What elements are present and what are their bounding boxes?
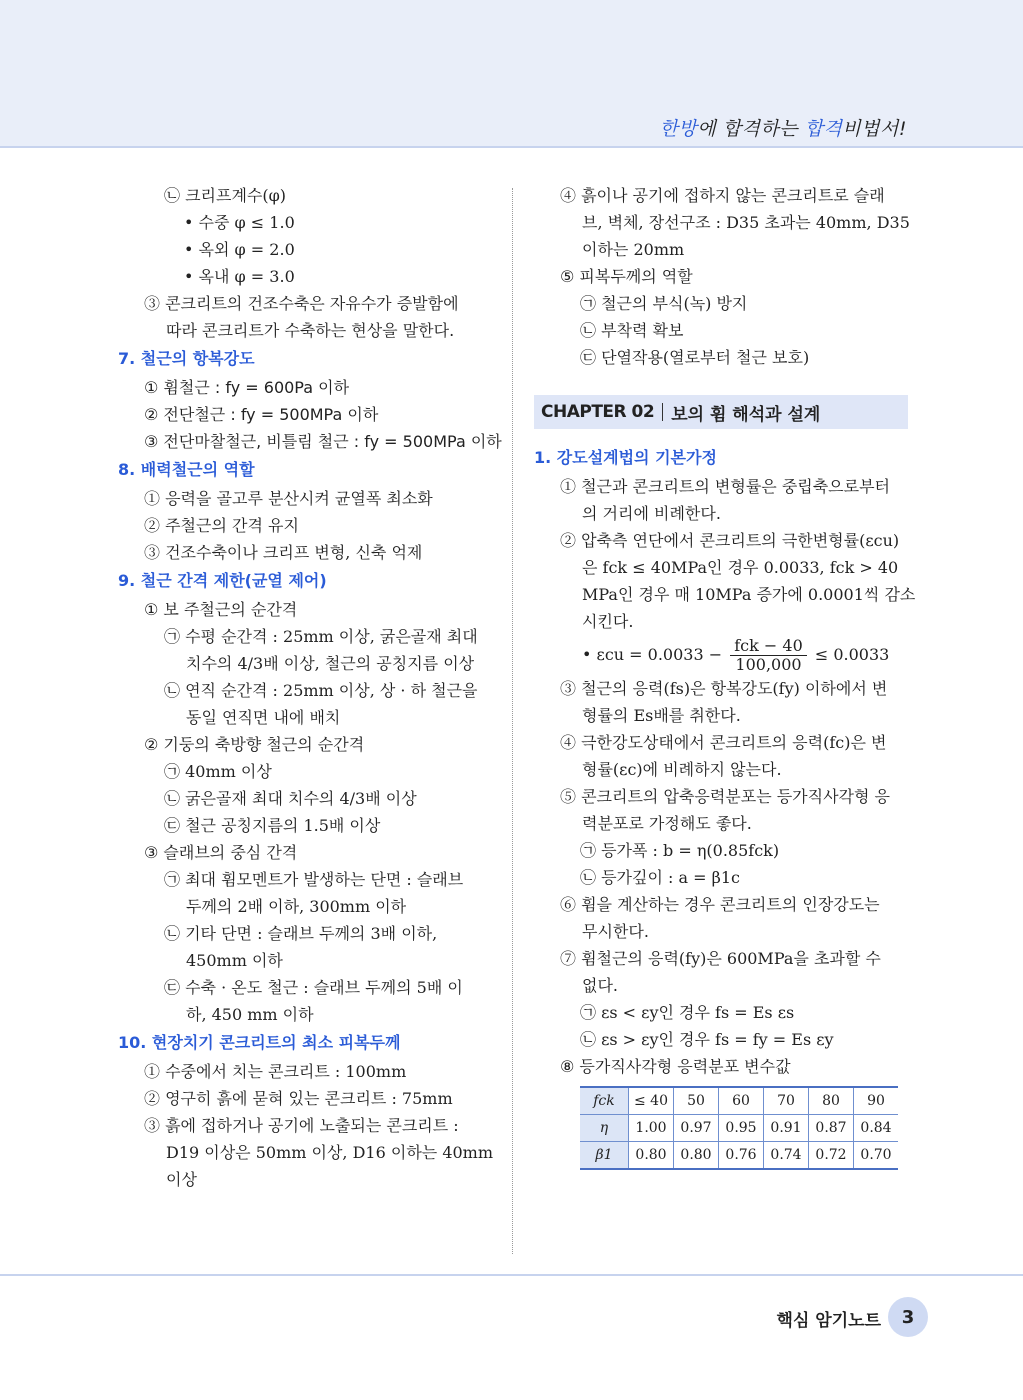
text-line: 력분포로 가정해도 좋다. <box>582 814 752 833</box>
text-line: • 수중 φ ≤ 1.0 <box>184 213 295 232</box>
text-line: ③ 전단마찰철근, 비틀림 철근 : fy = 500MPa 이하 <box>144 432 502 451</box>
text-line: ① 응력을 골고루 분산시켜 균열폭 최소화 <box>144 489 433 508</box>
text-line: 브, 벽체, 장선구조 : D35 초과는 40mm, D35 <box>582 213 910 232</box>
text-line: 은 fck ≤ 40MPa인 경우 0.0033, fck > 40 <box>582 558 899 577</box>
slogan-part: 한방 <box>659 118 698 140</box>
text-line: ㉠ εs < εy인 경우 fs = Es εs <box>580 1003 795 1022</box>
text-line: 무시한다. <box>582 922 649 941</box>
formula-numerator: fck − 40 <box>730 637 807 656</box>
text-line: ① 휨철근 : fy = 600Pa 이하 <box>144 378 350 397</box>
text-line: ② 전단철근 : fy = 500MPa 이하 <box>144 405 379 424</box>
text-line: ⑤ 피복두께의 역할 <box>560 267 693 286</box>
text-line: ① 수중에서 치는 콘크리트 : 100mm <box>144 1062 407 1081</box>
table-row <box>580 1142 898 1170</box>
formula-lhs: • εcu = 0.0033 − <box>582 645 723 664</box>
text-line: 두께의 2배 이하, 300mm 이하 <box>186 897 407 916</box>
text-line: 따라 콘크리트가 수축하는 현상을 말한다. <box>166 321 455 340</box>
table-cell: 70 <box>764 1087 809 1115</box>
chapter-number: CHAPTER 02 <box>541 402 655 422</box>
text-line: ㉠ 최대 휨모멘트가 발생하는 단면 : 슬래브 <box>164 870 464 889</box>
text-line: 하, 450 mm 이하 <box>186 1005 314 1024</box>
right-column <box>534 182 916 1170</box>
text-line: ② 압축측 연단에서 콘크리트의 극한변형률(εcu) <box>560 531 900 550</box>
table-cell: 0.80 <box>629 1142 674 1170</box>
section-heading: 9. 철근 간격 제한(균열 제어) <box>118 571 327 590</box>
text-line: 이하는 20mm <box>582 240 685 259</box>
table-cell: 0.87 <box>809 1115 854 1142</box>
footer-rule <box>0 1274 1023 1276</box>
text-line: • 옥내 φ = 3.0 <box>184 267 295 286</box>
table-cell: 1.00 <box>629 1115 674 1142</box>
chapter-separator <box>662 403 663 421</box>
text-line: ① 보 주철근의 순간격 <box>144 600 298 619</box>
text-line: ㉡ 연직 순간격 : 25mm 이상, 상 · 하 철근을 <box>164 681 478 700</box>
text-line: ④ 극한강도상태에서 콘크리트의 응력(fc)은 변 <box>560 733 887 752</box>
text-line: ④ 흙이나 공기에 접하지 않는 콘크리트로 슬래 <box>560 186 885 205</box>
text-line: ⑤ 콘크리트의 압축응력분포는 등가직사각형 응 <box>560 787 891 806</box>
text-line: 의 거리에 비례한다. <box>582 504 721 523</box>
slogan-part: 에 합격하는 <box>697 118 805 140</box>
section-heading: 7. 철근의 항복강도 <box>118 349 255 368</box>
text-line: ⑧ 등가직사각형 응력분포 변수값 <box>560 1057 791 1076</box>
slogan-part: 합격 <box>804 118 843 140</box>
formula-rhs: ≤ 0.0033 <box>814 645 890 664</box>
column-divider <box>512 188 513 1254</box>
table-cell: 90 <box>854 1087 899 1115</box>
chapter-title: 보의 휨 해석과 설계 <box>671 404 821 425</box>
text-line: ㉡ 등가깊이 : a = β1c <box>580 868 740 887</box>
table-cell: 0.80 <box>674 1142 719 1170</box>
text-line: 이상 <box>166 1170 197 1189</box>
header-rule <box>0 146 1023 148</box>
text-line: ㉠ 수평 순간격 : 25mm 이상, 굵은골재 최대 <box>164 627 478 646</box>
left-column <box>118 182 502 1193</box>
table-cell: 0.74 <box>764 1142 809 1170</box>
text-line: ㉡ 크리프계수(φ) <box>164 186 287 205</box>
section-heading: 8. 배력철근의 역할 <box>118 460 255 479</box>
text-line: ㉢ 단열작용(열로부터 철근 보호) <box>580 348 810 367</box>
table-row <box>580 1115 898 1142</box>
text-line: ㉢ 철근 공칭지름의 1.5배 이상 <box>164 816 381 835</box>
text-line: ③ 슬래브의 중심 간격 <box>144 843 298 862</box>
formula <box>534 635 908 675</box>
table-cell: 0.76 <box>719 1142 764 1170</box>
text-line: ⑦ 휨철근의 응력(fy)은 600MPa을 초과할 수 <box>560 949 881 968</box>
text-line: D19 이상은 50mm 이상, D16 이하는 40mm <box>166 1143 494 1162</box>
row-header: fck <box>580 1087 629 1115</box>
assumptions-section <box>534 443 916 635</box>
text-line: ③ 철근의 응력(fs)은 항복강도(fy) 이하에서 변 <box>560 679 888 698</box>
table-cell: 0.84 <box>854 1115 899 1142</box>
text-line: ② 주철근의 간격 유지 <box>144 516 299 535</box>
table-cell: 0.91 <box>764 1115 809 1142</box>
text-line: 형률의 Es배를 취한다. <box>582 706 741 725</box>
text-line: ② 영구히 흙에 묻혀 있는 콘크리트 : 75mm <box>144 1089 453 1108</box>
text-line: ㉢ 수축 · 온도 철근 : 슬래브 두께의 5배 이 <box>164 978 463 997</box>
parameter-table <box>580 1086 898 1170</box>
text-line: MPa인 경우 매 10MPa 증가에 0.0001씩 감소 <box>582 585 916 604</box>
page-number: 3 <box>888 1297 928 1337</box>
formula-denominator: 100,000 <box>735 655 802 674</box>
table-cell: 0.97 <box>674 1115 719 1142</box>
text-line: ③ 흙에 접하거나 공기에 노출되는 콘크리트 : <box>144 1116 459 1135</box>
text-line: 450mm 이하 <box>186 951 283 970</box>
text-line: 시킨다. <box>582 612 634 631</box>
table-cell: 0.70 <box>854 1142 899 1170</box>
text-line: 치수의 4/3배 이상, 철근의 공칭지름 이상 <box>186 654 475 673</box>
text-line: ㉡ εs > εy인 경우 fs = fy = Es εy <box>580 1030 834 1049</box>
table-row <box>580 1087 898 1115</box>
section-heading: 10. 현장치기 콘크리트의 최소 피복두께 <box>118 1033 401 1052</box>
formula-fraction <box>730 637 807 674</box>
header-slogan <box>660 114 907 141</box>
text-line: ③ 콘크리트의 건조수축은 자유수가 증발함에 <box>144 294 459 313</box>
table-cell: 50 <box>674 1087 719 1115</box>
text-line: 형률(εc)에 비례하지 않는다. <box>582 760 782 779</box>
row-header: η <box>580 1115 629 1142</box>
text-line: • 옥외 φ = 2.0 <box>184 240 295 259</box>
assumptions-section-cont <box>534 675 908 1080</box>
table-cell: 0.95 <box>719 1115 764 1142</box>
text-line: ① 철근과 콘크리트의 변형률은 중립축으로부터 <box>560 477 891 496</box>
table-cell: 60 <box>719 1087 764 1115</box>
text-line: ③ 건조수축이나 크리프 변형, 신축 억제 <box>144 543 423 562</box>
text-line: ㉡ 굵은골재 최대 치수의 4/3배 이상 <box>164 789 417 808</box>
text-line: ㉡ 기타 단면 : 슬래브 두께의 3배 이하, <box>164 924 438 943</box>
text-line: ㉡ 부착력 확보 <box>580 321 684 340</box>
table-cell: 80 <box>809 1087 854 1115</box>
chapter-banner <box>534 395 908 429</box>
text-line: ⑥ 휨을 계산하는 경우 콘크리트의 인장강도는 <box>560 895 880 914</box>
cover-section <box>534 182 908 371</box>
text-line: ㉠ 철근의 부식(녹) 방지 <box>580 294 748 313</box>
table-cell: 0.72 <box>809 1142 854 1170</box>
slogan-part: 비법서! <box>842 118 907 140</box>
footer-label: 핵심 암기노트 <box>776 1311 881 1331</box>
text-line: ② 기둥의 축방향 철근의 순간격 <box>144 735 365 754</box>
row-header: β1 <box>580 1142 629 1170</box>
section-heading: 1. 강도설계법의 기본가정 <box>534 448 717 467</box>
table-cell: ≤ 40 <box>629 1087 674 1115</box>
text-line: ㉠ 40mm 이상 <box>164 762 272 781</box>
text-line: 없다. <box>582 976 618 995</box>
text-line: 동일 연직면 내에 배치 <box>186 708 341 727</box>
text-line: ㉠ 등가폭 : b = η(0.85fck) <box>580 841 780 860</box>
